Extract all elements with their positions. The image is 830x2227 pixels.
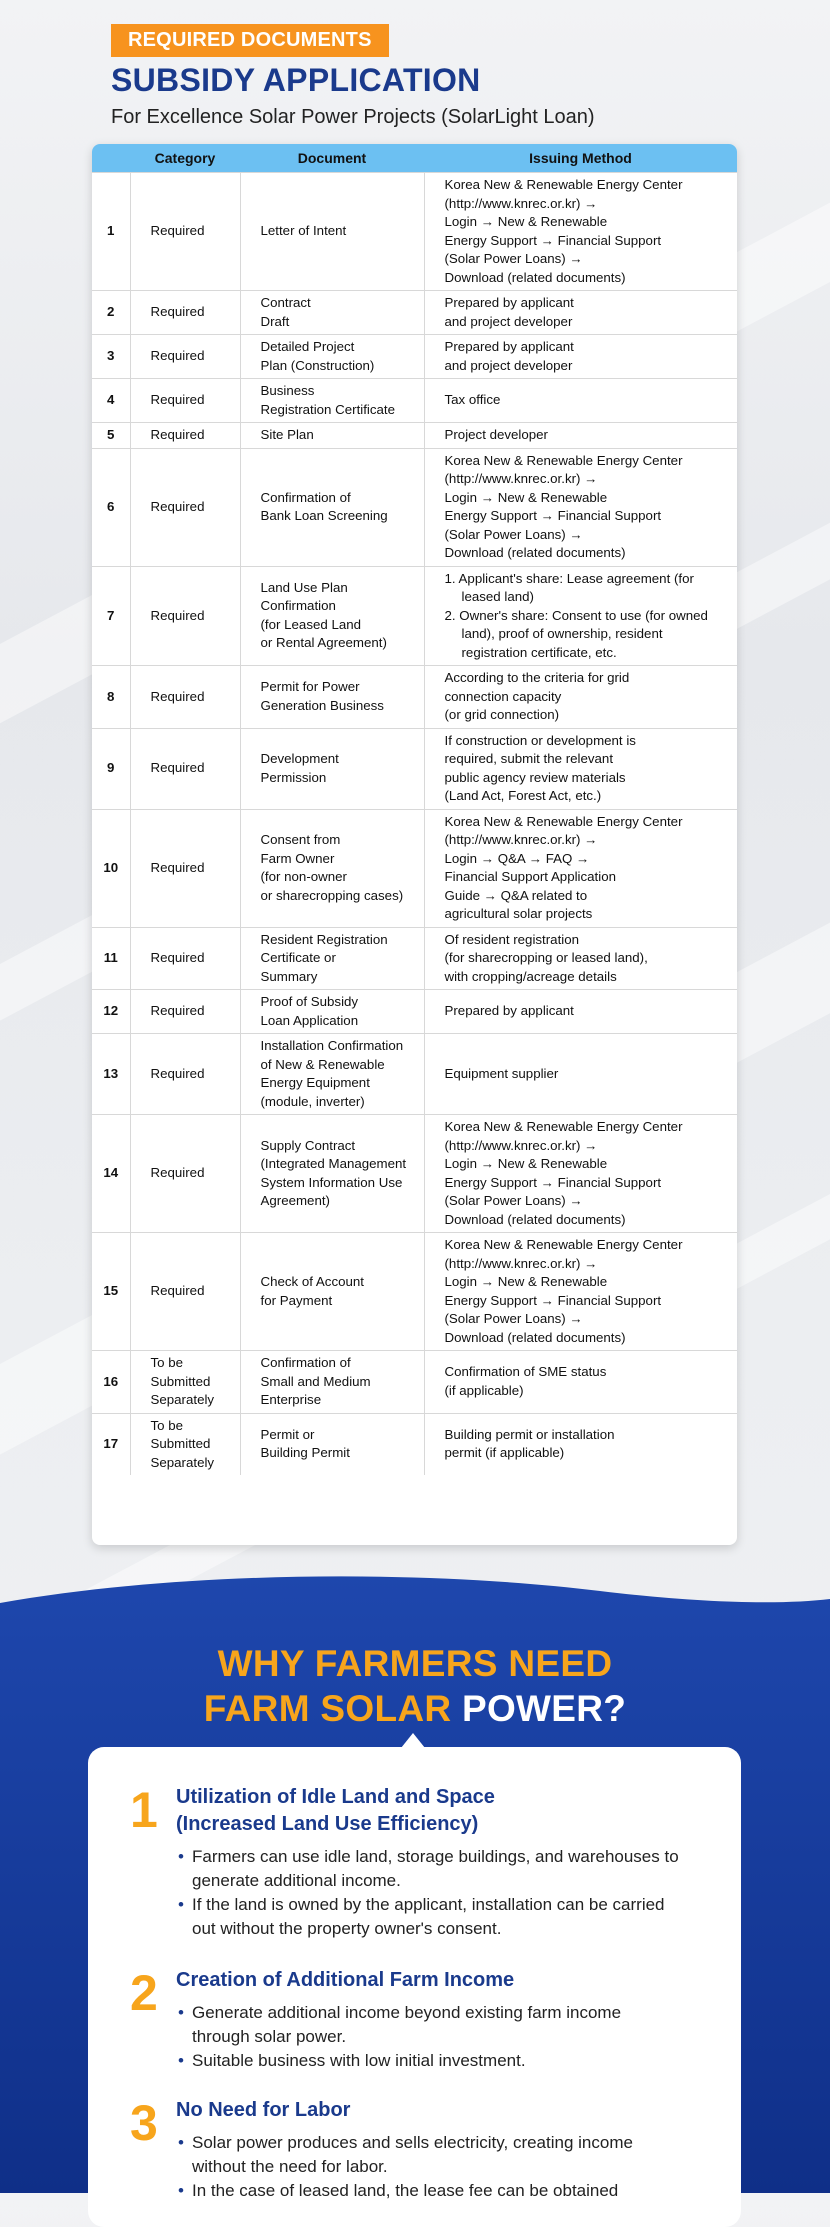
row-document (240, 423, 424, 449)
benefit-bullets (176, 2131, 676, 2203)
row-issuing-method-text: Of resident registration (for sharecropping or leased land), with cropping/acreage details (444, 931, 648, 984)
row-number-text: 9 (107, 760, 115, 776)
row-issuing-method (424, 1233, 737, 1351)
row-document-text: Resident Registration Certificate or Summary (260, 931, 388, 984)
row-issuing-method (424, 335, 737, 379)
row-issuing-method (424, 990, 737, 1034)
row-category-text: Required (150, 223, 205, 239)
row-document-text: Land Use Plan Confirmation (for Leased Land or Rental Agreement) (260, 579, 387, 651)
header-issuing-method: Issuing Method (424, 144, 737, 173)
card-pointer-arrow (401, 1733, 425, 1748)
table-row (92, 173, 737, 291)
row-issuing-method-text: Project developer (444, 427, 548, 442)
row-document (240, 1351, 424, 1414)
row-document-text: Contract Draft (260, 295, 311, 329)
row-category (130, 1413, 240, 1475)
row-number-text: 16 (103, 1373, 119, 1389)
row-number (92, 448, 130, 566)
row-issuing-method-text: Prepared by applicant and project developer (444, 295, 574, 329)
row-number-text: 4 (107, 392, 115, 408)
row-category-text: Required (150, 1283, 205, 1299)
page-title: SUBSIDY APPLICATION (111, 62, 481, 98)
row-document-text: Consent from Farm Owner (for non-owner or sharecropping cases) (260, 832, 404, 903)
row-document-text: Site Plan (260, 427, 314, 442)
row-document (240, 728, 424, 809)
table-row (92, 448, 737, 566)
row-category (130, 927, 240, 990)
row-issuing-method (424, 927, 737, 990)
row-number (92, 990, 130, 1034)
row-number (92, 335, 130, 379)
benefit-title: No Need for Labor (176, 2099, 351, 2121)
table-row (92, 990, 737, 1034)
row-number (92, 173, 130, 291)
benefit-bullet: • Farmers can use idle land, storage buildings, and warehouses to generate additional income. (176, 1845, 681, 1893)
row-document (240, 379, 424, 423)
row-issuing-method (424, 1115, 737, 1233)
table-header (92, 144, 737, 173)
row-category-text: Required (150, 392, 205, 408)
benefit-title: Creation of Additional Farm Income (176, 1969, 515, 1991)
table-row (92, 728, 737, 809)
benefit-bullets (176, 1845, 681, 1941)
row-document-text: Supply Contract (Integrated Management System Information Use Agreement) (260, 1137, 407, 1208)
header-number (92, 144, 130, 173)
row-category (130, 990, 240, 1034)
row-category (130, 335, 240, 379)
table-row (92, 1034, 737, 1115)
row-document (240, 1034, 424, 1115)
row-document-text: Business Registration Certificate (260, 383, 396, 417)
row-issuing-method-text: Confirmation of SME status (if applicable) (444, 1364, 607, 1398)
row-issuing-method-text: Equipment supplier (444, 1065, 559, 1081)
row-category (130, 809, 240, 927)
row-number (92, 379, 130, 423)
table-row (92, 379, 737, 423)
row-issuing-method (424, 809, 737, 927)
row-issuing-method (424, 566, 737, 666)
row-category (130, 1351, 240, 1414)
why-title-rest: POWER? (462, 1688, 627, 1729)
table-row (92, 1351, 737, 1414)
row-number (92, 809, 130, 927)
row-document-text: Installation Confirmation of New & Renewable Energy Equipment (module, inverter) (260, 1038, 404, 1109)
benefit-bullet: • Solar power produces and sells electricity, creating income without the need for labor. (176, 2131, 676, 2179)
row-category (130, 1233, 240, 1351)
table-row (92, 423, 737, 449)
row-category-text: Required (150, 427, 205, 442)
row-number-text: 1 (107, 223, 115, 239)
header-document: Document (240, 144, 424, 173)
benefit-bullet: • If the land is owned by the applicant, installation can be carried out without the property owner's consent. (176, 1893, 681, 1941)
row-document (240, 1413, 424, 1475)
row-number (92, 1351, 130, 1414)
table-row (92, 927, 737, 990)
row-category (130, 379, 240, 423)
row-number (92, 927, 130, 990)
row-number (92, 1034, 130, 1115)
row-document-text: Letter of Intent (260, 223, 347, 239)
row-issuing-method (424, 173, 737, 291)
row-issuing-method-text: If construction or development is required, submit the relevant public agency review materials (Land Act, Forest Act, etc.) (444, 732, 636, 803)
row-issuing-method (424, 379, 737, 423)
row-number-text: 12 (103, 1003, 119, 1019)
row-number-text: 10 (103, 859, 119, 875)
row-category (130, 423, 240, 449)
row-category (130, 1034, 240, 1115)
row-category (130, 728, 240, 809)
documents-table (92, 144, 737, 1475)
row-number (92, 1233, 130, 1351)
row-category-text: To be Submitted Separately (150, 1417, 215, 1470)
row-category (130, 1115, 240, 1233)
row-document (240, 990, 424, 1034)
row-issuing-method-text: Prepared by applicant (444, 1003, 574, 1019)
why-title-line-1: WHY FARMERS NEED (217, 1643, 613, 1684)
benefit-number: 3 (130, 2095, 158, 2151)
row-issuing-method-text: Prepared by applicant and project developer (444, 339, 574, 373)
row-category-text: Required (150, 859, 205, 875)
row-document-text: Confirmation of Bank Loan Screening (260, 489, 388, 523)
row-number-text: 15 (103, 1283, 119, 1299)
row-document (240, 335, 424, 379)
row-number-text: 7 (107, 607, 115, 623)
method-list-item: 2. Owner's share: Consent to use (for owned land), proof of ownership, resident registration certificate, etc. (444, 607, 708, 660)
row-category-text: Required (150, 607, 205, 623)
row-category (130, 666, 240, 729)
row-issuing-method-text: Korea New & Renewable Energy Center (http://www.knrec.or.kr) → Login → New & Renewable Energy Support → Financial Support (Solar Power Loans) → Download (related documents) (444, 1119, 683, 1227)
row-issuing-method (424, 666, 737, 729)
row-issuing-method (424, 728, 737, 809)
table-row (92, 1233, 737, 1351)
row-document (240, 666, 424, 729)
row-category-text: Required (150, 688, 205, 704)
row-issuing-method (424, 448, 737, 566)
row-issuing-method-text: Building permit or installation permit (if applicable) (444, 1426, 615, 1461)
row-number-text: 17 (103, 1436, 119, 1451)
row-document (240, 809, 424, 927)
row-category-text: Required (150, 1065, 205, 1081)
table-row (92, 291, 737, 335)
row-document-text: Detailed Project Plan (Construction) (260, 339, 375, 373)
row-category-text: Required (150, 348, 205, 364)
table-row (92, 566, 737, 666)
benefit-bullet: • Suitable business with low initial investment. (176, 2049, 656, 2073)
table-row (92, 809, 737, 927)
row-issuing-method (424, 1034, 737, 1115)
row-issuing-method-text: Tax office (444, 392, 501, 408)
table-row (92, 1413, 737, 1475)
method-list-item: 1. Applicant's share: Lease agreement (for leased land) (444, 570, 694, 604)
row-issuing-method (424, 1413, 737, 1475)
benefit-title: Utilization of Idle Land and Space (Increased Land Use Efficiency) (176, 1786, 495, 1835)
table-row (92, 666, 737, 729)
row-category-text: To be Submitted Separately (150, 1355, 215, 1407)
row-document (240, 291, 424, 335)
row-category (130, 566, 240, 666)
documents-table-card (92, 144, 737, 1545)
row-category-text: Required (150, 950, 205, 965)
row-category-text: Required (150, 304, 205, 320)
row-document (240, 566, 424, 666)
table-row (92, 1115, 737, 1233)
row-document-text: Permit or Building Permit (260, 1426, 350, 1461)
row-document-text: Confirmation of Small and Medium Enterprise (260, 1355, 371, 1407)
row-number-text: 14 (103, 1165, 119, 1181)
row-number (92, 1115, 130, 1233)
row-issuing-method-text: Korea New & Renewable Energy Center (http://www.knrec.or.kr) → Login → New & Renewable Energy Support → Financial Support (Solar Power Loans) → Download (related documents) (444, 452, 683, 560)
row-category (130, 291, 240, 335)
row-document (240, 1115, 424, 1233)
row-number-text: 2 (107, 304, 115, 320)
row-number-text: 3 (107, 348, 115, 364)
row-number-text: 6 (107, 498, 115, 514)
row-issuing-method (424, 423, 737, 449)
benefit-number: 1 (130, 1782, 158, 1838)
row-document (240, 1233, 424, 1351)
row-number-text: 8 (107, 688, 115, 704)
why-title-line-2 (0, 1686, 830, 1732)
row-category-text: Required (150, 498, 205, 514)
row-document-text: Development Permission (260, 751, 339, 785)
row-number (92, 291, 130, 335)
row-document (240, 448, 424, 566)
row-document-text: Permit for Power Generation Business (260, 679, 384, 713)
row-issuing-method-text: Korea New & Renewable Energy Center (http://www.knrec.or.kr) → Login → New & Renewable Energy Support → Financial Support (Solar Power Loans) → Download (related documents) (444, 177, 683, 285)
benefit-bullets (176, 2001, 656, 2073)
benefit-number: 2 (130, 1965, 158, 2021)
table-body (92, 173, 737, 1476)
row-issuing-method-text: Korea New & Renewable Energy Center (http://www.knrec.or.kr) → Login → New & Renewable Energy Support → Financial Support (Solar Power Loans) → Download (related documents) (444, 1237, 683, 1345)
row-number (92, 423, 130, 449)
row-number-text: 5 (107, 427, 115, 442)
row-issuing-method (424, 291, 737, 335)
benefits-card (88, 1747, 741, 2227)
header-category: Category (130, 144, 240, 173)
row-category-text: Required (150, 760, 205, 776)
row-number-text: 13 (103, 1065, 119, 1081)
row-category-text: Required (150, 1165, 205, 1181)
row-document-text: Check of Account for Payment (260, 1274, 364, 1308)
row-number (92, 1413, 130, 1475)
row-issuing-method-text: According to the criteria for grid connection capacity (or grid connection) (444, 670, 630, 722)
page-subtitle: For Excellence Solar Power Projects (SolarLight Loan) (111, 106, 595, 128)
row-number-text: 11 (103, 950, 118, 965)
row-category (130, 173, 240, 291)
row-issuing-method (424, 1351, 737, 1414)
row-number (92, 566, 130, 666)
row-number (92, 666, 130, 729)
benefit-bullet: • Generate additional income beyond existing farm income through solar power. (176, 2001, 656, 2049)
benefit-bullet: • In the case of leased land, the lease fee can be obtained (176, 2179, 676, 2203)
row-document (240, 173, 424, 291)
row-number (92, 728, 130, 809)
table-row (92, 335, 737, 379)
why-title-accent: FARM SOLAR (203, 1688, 452, 1729)
row-category-text: Required (150, 1003, 205, 1019)
row-document (240, 927, 424, 990)
row-category (130, 448, 240, 566)
section-badge: REQUIRED DOCUMENTS (111, 24, 389, 57)
row-issuing-method-text: Korea New & Renewable Energy Center (http://www.knrec.or.kr) → Login → Q&A → FAQ → Financial Support Application Guide → Q&A related to agricultural solar projects (444, 813, 683, 921)
row-document-text: Proof of Subsidy Loan Application (260, 994, 359, 1028)
